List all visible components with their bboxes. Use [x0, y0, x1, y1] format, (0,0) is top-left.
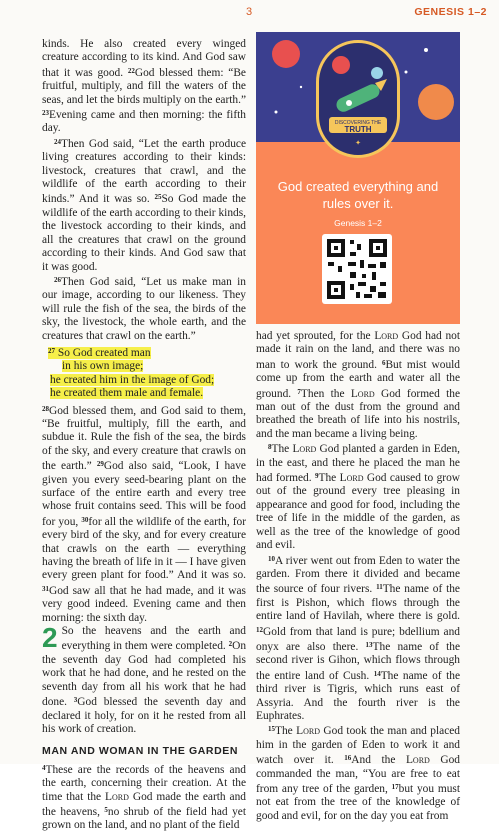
- paragraph-genesis-2-4-5: $^4$These are the records of the heavens and the earth, concerning their creation. At the time that the Lord God made the earth and the heavens, $^5$no shrub of the field had yet grown on the land, and no plant of the field: [42, 763, 246, 832]
- verse-number: 24: [54, 137, 61, 146]
- paragraph-genesis-2-15-17: $^{15}$The Lord God took the man and placed him in the garden of Eden to work it and watch over it. $^{16}$And the Lord God commanded the man, “You are free to eat from any tree of the garden, $^{17}$but you must not eat from the tree of the knowledge of good and evil, for on the day you eat from: [256, 725, 460, 822]
- verse-number: 2: [228, 640, 233, 649]
- paragraph-genesis-2-8-9: $^8$The Lord God planted a garden in Eden, in the east, and there he placed the man he had formed. $^9$The Lord God caused to grow out of the ground every tree pleasing in appearance and good for food, including the tree of life in the middle of the garden, as well as the tree of the knowledge of good and evil.: [256, 443, 461, 552]
- verse-number: 25: [154, 193, 162, 202]
- verse-number: 4: [42, 763, 46, 772]
- lord-small-caps: Lord: [296, 725, 320, 738]
- verse-number: 23: [42, 109, 49, 118]
- running-header: [0, 6, 499, 24]
- lord-small-caps: Lord: [339, 472, 364, 485]
- lord-small-caps: Lord: [350, 387, 375, 400]
- paragraph-genesis-1-28-31: $^{28}$God blessed them, and God said to them, “Be fruitful, multiply, fill the earth, and subdue it. Rule the fish of the sea, the birds of the sky, and every creature that crawls on the earth.” $^{29}$God also said, “Look, I have given you every seed-bearing plant on the surface of the entire earth and every tree whose fruit contains seed. This will be food for you, $^{30}$for all the wildlife of the earth, for every bird of the sky, and for every creature that crawls on the earth — everything having the breath of life in it — I have given every green plant for food.” And it was so. $^{31}$God saw all that he had made, and it was very good indeed. Evening came and then morning: the sixth day.: [42, 404, 246, 624]
- lord-small-caps: Lord: [292, 443, 317, 456]
- paragraph-genesis-2-5-7: had yet sprouted, for the Lord God had not made it rain on the land, and there was no man to work the ground. $^6$But mist would come up from the earth and water all the ground. $^7$Then the Lord God formed the man out of the dust from the ground and breathed the breath of life into his nostrils, and the man became a living being.: [256, 330, 461, 440]
- svg-text:✦: ✦: [355, 139, 361, 147]
- lord-small-caps: Lord: [405, 754, 430, 767]
- verse-number: 27: [48, 346, 55, 355]
- paragraph-genesis-1-21-23: kinds. He also created every winged creature according to its kind. And God saw that it was good. $^{22}$God blessed them: “Be fruitful, multiply, and fill the waters of the seas, and let the birds multiply on the earth.” $^{23}$Evening came and then morning: the fifth day.: [42, 38, 246, 135]
- verse-number: 28: [42, 404, 49, 413]
- paragraph-genesis-1-26: $^{26}$Then God said, “Let us make man in our image, according to our likeness. They will rule the fish of the sea, the birds of the sky, the livestock, the whole earth, and the creatures that crawl on the earth.”: [42, 275, 246, 342]
- promo-reference: Genesis 1–2: [334, 218, 382, 228]
- poetry-line: $^{27}$ So God created man: [48, 346, 151, 359]
- truth-badge: [316, 40, 400, 158]
- verse-number: 12: [256, 625, 263, 634]
- verse-number: 9: [315, 472, 319, 481]
- badge-line2: TRUTH: [344, 125, 372, 134]
- rocket-icon: [319, 43, 397, 155]
- badge-line1: DISCOVERING THE: [334, 120, 382, 126]
- qr-code[interactable]: [322, 234, 392, 304]
- lord-small-caps: Lord: [105, 790, 129, 803]
- page-number: 3: [246, 6, 253, 18]
- paragraph-genesis-2-1-3: 2 So the heavens and the earth and everything in them were completed. $^2$On the seventh day God had completed his work that he had done, and he rested on the seventh day from all his work that he had done. $^3$God blessed the seventh day and declared it holy, for on it he rested from all his work of creation.: [42, 622, 247, 735]
- verse-number: 3: [73, 696, 78, 705]
- book-chapter-reference: GENESIS 1–2: [414, 6, 487, 18]
- verse-number: 17: [391, 783, 399, 791]
- left-text-column: [42, 38, 246, 833]
- verse-number: 14: [373, 669, 381, 678]
- verse-number: 10: [268, 554, 275, 563]
- verse-number: 26: [54, 275, 61, 284]
- verse-number: 31: [42, 584, 49, 593]
- verse-number: 29: [96, 460, 104, 469]
- right-text-column: [256, 330, 460, 823]
- paragraph-genesis-2-10-14: $^{10}$A river went out from Eden to water the garden. From there it divided and became the source of four rivers. $^{11}$The name of the first is Pishon, which flows through the entire land of Havilah, where there is gold. $^{12}$Gold from that land is pure; bdellium and onyx are also there. $^{13}$The name of the second river is Gihon, which flows through the entire land of Cush. $^{14}$The name of the third river is Tigris, which runs east of Assyria. And the fourth river is the Euphrates.: [256, 554, 460, 722]
- verse-number: 22: [127, 66, 135, 75]
- section-heading: MAN AND WOMAN IN THE GARDEN: [42, 745, 239, 758]
- verse-number: 11: [376, 583, 383, 592]
- verse-number: 16: [344, 754, 352, 763]
- poetry-line: in his own image;: [62, 360, 144, 373]
- chapter-number: 2: [42, 622, 58, 654]
- verse-number: 6: [381, 358, 386, 367]
- lord-small-caps: Lord: [374, 330, 399, 342]
- verse-number: 15: [268, 725, 275, 734]
- highlighted-poetry-verse-27: [42, 345, 246, 401]
- verse-number: 5: [104, 805, 108, 814]
- verse-number: 7: [297, 387, 301, 396]
- promo-message: God created everything and rules over it.: [277, 179, 439, 211]
- verse-number: 30: [81, 515, 89, 524]
- poetry-line: he created him in the image of God;: [50, 373, 215, 386]
- poetry-line: he created them male and female.: [50, 387, 204, 400]
- verse-number: 13: [365, 640, 373, 649]
- discovering-truth-panel: [256, 32, 460, 324]
- paragraph-genesis-1-24-25: $^{24}$Then God said, “Let the earth produce living creatures according to their kinds: livestock, creatures that crawl, and the wildlife of the earth according to their kinds.” And it was so. $^{25}$So God made the wildlife of the earth according to their kinds, the livestock according to their kinds, and all the creatures that crawl on the ground according to their kinds. And God saw that it was good.: [42, 137, 246, 273]
- verse-number: 8: [268, 443, 272, 452]
- qr-code-icon: [322, 234, 392, 304]
